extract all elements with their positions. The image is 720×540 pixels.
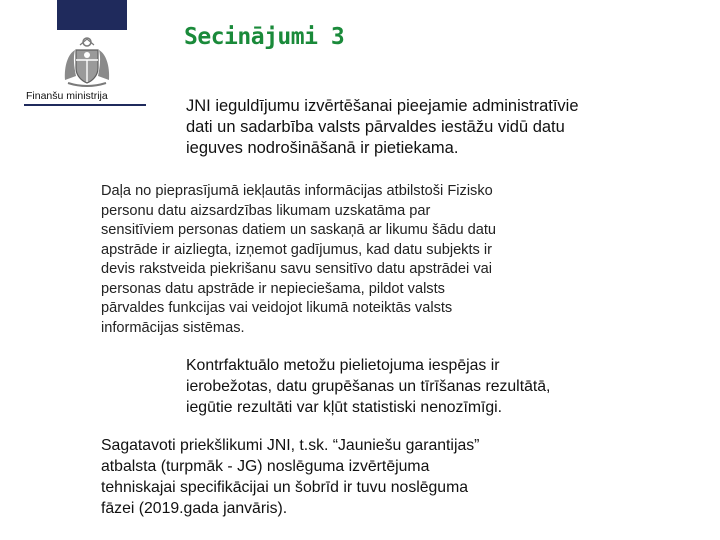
conclusion-paragraph-4: Sagatavoti priekšlikumi JNI, t.sk. “Jauniešu garantijas” atbalsta (turpmāk - JG) noslēguma izvērtējuma tehniskajai specifikācijai un šobrīd ir tuvu noslēguma fāzei (2019.gada janvāris). — [101, 437, 480, 517]
logo-caption: Finanšu ministrija — [26, 90, 108, 102]
conclusion-paragraph-3: Kontrfaktuālo metožu pielietojuma iespējas ir ierobežotas, datu grupēšanas un tīrīšanas rezultātā, iegūtie rezultāti var kļūt statistiski nenozīmīgi. — [186, 357, 551, 416]
page-title: Secinājumi 3 — [184, 24, 345, 50]
brand-bar — [57, 0, 127, 30]
conclusion-paragraph-2: Daļa no pieprasījumā iekļautās informācijas atbilstoši Fizisko personu datu aizsardzības likumam uzskatāma par sensitīviem personas datiem un saskaņā ar likumu šādu datu apstrāde ir aizliegta, izņemot gadījumus, kad datu subjekts ir devis rakstveida piekrišanu savu sensitīvo datu apstrādei vai personas datu apstrāde ir nepieciešama, pildot valsts pārvaldes funkcijas vai veidojot likumā noteiktās valsts informācijas sistēmas. — [101, 183, 497, 336]
logo-divider — [24, 104, 146, 106]
ministry-logo — [24, 36, 149, 111]
conclusion-paragraph-1: JNI ieguldījumu izvērtēšanai pieejamie administratīvie dati un sadarbība valsts pārvaldes iestāžu vidū datu ieguves nodrošināšanā ir pietiekama. — [186, 97, 579, 157]
coat-of-arms-icon — [62, 36, 112, 88]
